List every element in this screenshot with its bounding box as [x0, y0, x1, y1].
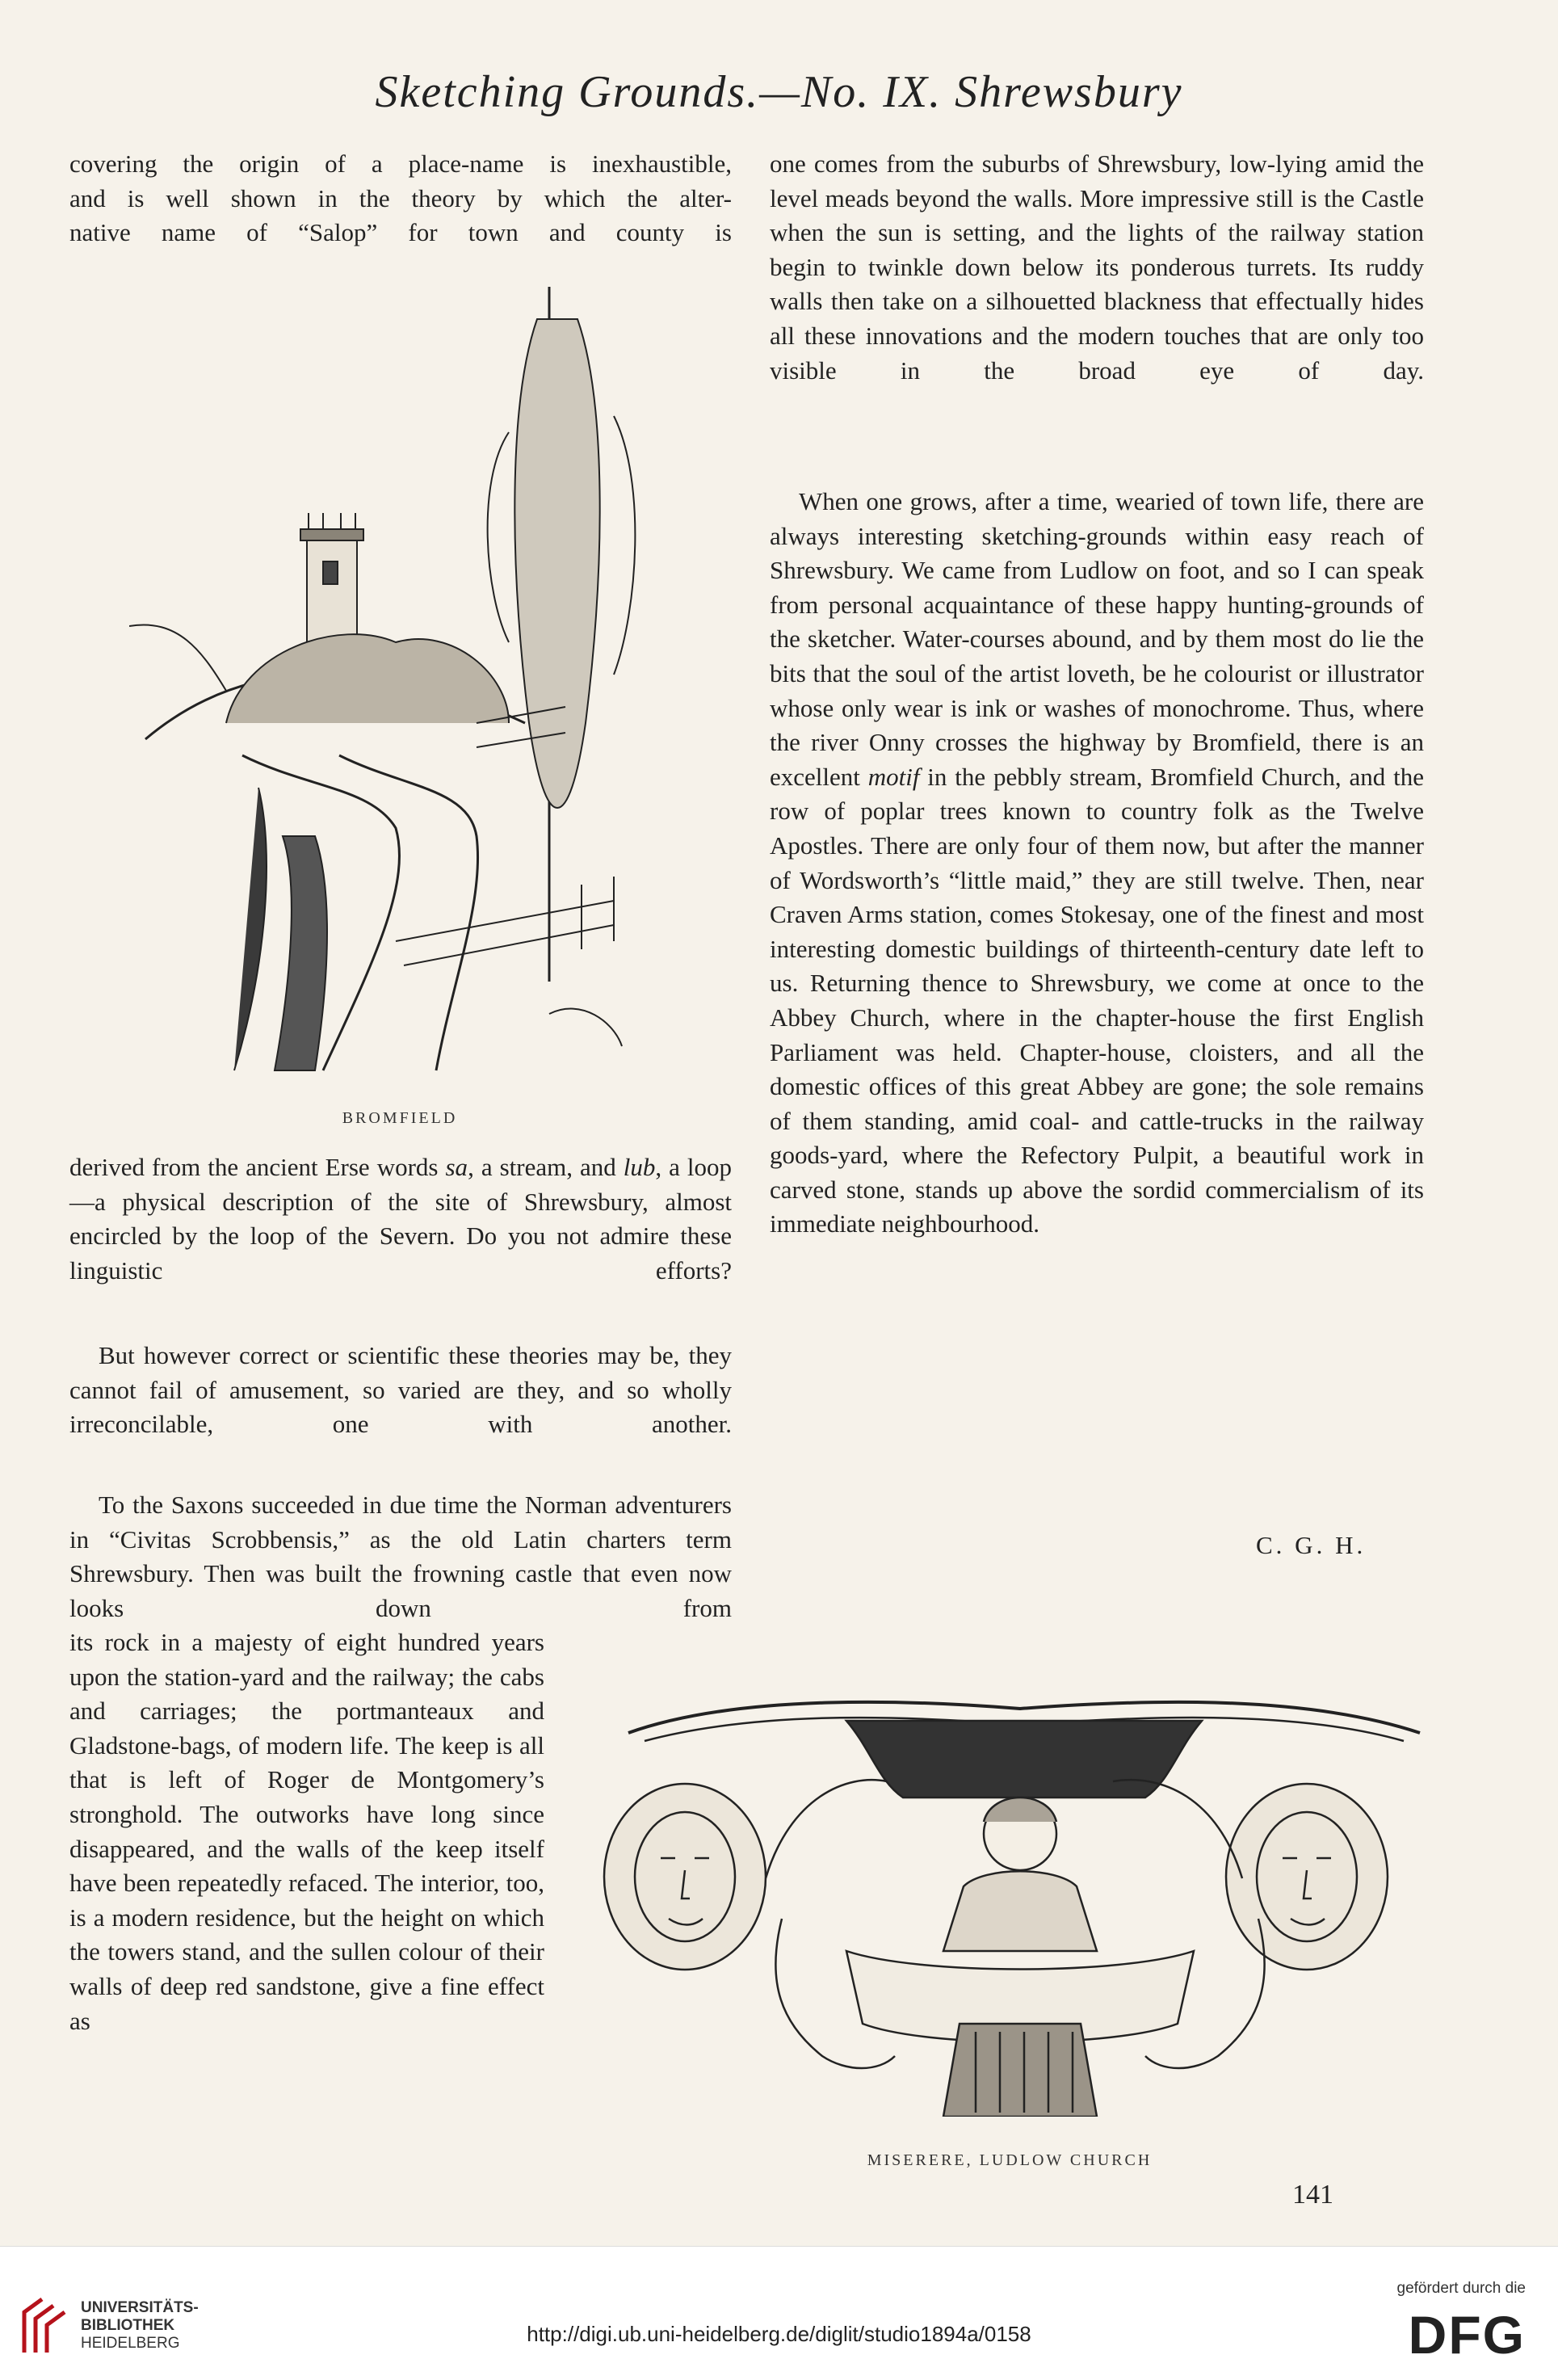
running-title: Sketching Grounds.—No. IX. Shrewsbury	[375, 67, 1183, 117]
left-paragraph-1: derived from the ancient Erse words sa, a stream, and lub, a loop—a physical description of the site of Shrewsbury, almost encircled by the loop of the Severn. Do you not admire these linguistic efforts?	[69, 1153, 732, 1285]
viewer-footer	[0, 2246, 1558, 2380]
word-motif: motif	[867, 762, 920, 791]
left-paragraph-3: To the Saxons succeeded in due time the Norman adventurers in “Civitas Scrobbensis,” as the old Latin charters term Shrewsbury. Then was built the frowning castle that even now looks down from	[69, 1491, 732, 1622]
left-paragraph-3-continued: its rock in a majesty of eight hundred years upon the station-yard and the railway; the cabs and carriages; the portmanteaux and Gladstone-bags, of modern life. The keep is all that is left of Roger de Montgomery’s stronghold. The outworks have long since disappeared, and the walls of the keep itself have been repeatedly refaced. The interior, too, is a modern residence, but the height on which the towers stand, and the sullen colour of their walls of deep red sandstone, give a fine effect as	[69, 1628, 544, 2035]
opening-line-2: and is well shown in the theory by which the alter-	[69, 183, 732, 212]
word-lub: lub	[623, 1153, 656, 1181]
opening-line-1: covering the origin of a place-name is inexhaustible,	[69, 149, 732, 178]
misere-caption: MISERERE, LUDLOW CHURCH	[867, 2151, 1153, 2169]
opening-line-3: native name of “Salop” for town and county is	[69, 218, 732, 247]
right-paragraph-1: one comes from the suburbs of Shrewsbury, low-lying amid the level meads beyond the walls. More impressive still is the Castle when the sun is setting, and the lights of the railway station begin to twinkle down below its ponderous turrets. Its ruddy walls then take on a silhouetted blackness that effectually hides all these innovations and the modern touches that are only too visible in the broad eye of day.	[770, 149, 1424, 385]
right-paragraph-2: When one grows, after a time, wearied of town life, there are always interesting sketching-grounds within easy reach of Shrewsbury. We came from Ludlow on foot, and so I can speak from personal acquaintance of these happy hunting-grounds of the sketcher. Water-courses abound, and by them most do lie the bits that the soul of the artist loveth, be he colourist or illustrator whose only wear is ink or washes of monochrome. Thus, where the river Onny crosses the highway by Bromfield, there is an excellent motif in the pebbly stream, Bromfield Church, and the row of poplar trees known to country folk as the Twelve Apostles. There are only four of them now, but after the manner of Wordsworth’s “little maid,” they are still twelve. Then, near Craven Arms station, comes Stokesay, one of the finest and most interesting domestic buildings of thirteenth-century date left to us. Returning thence to Shrewsbury, we come at once to the Abbey Church, where in the chapter-house the first English Parliament was held. Chapter-house, cloisters, and all the domestic offices of this great Abbey are gone; the sole remains of them standing, amid coal- and cattle-trucks in the railway goods-yard, where the Refectory Pulpit, a beautiful work in carved stone, stands up above the sordid commercialism of its immediate neighbourhood.	[770, 487, 1424, 1238]
dfg-logo: DFG	[1408, 2305, 1526, 2365]
author-signature: C. G. H.	[1256, 1531, 1367, 1559]
bromfield-caption: BROMFIELD	[342, 1109, 458, 1127]
misere-carving-illustration	[580, 1676, 1460, 2117]
bromfield-illustration	[129, 271, 678, 1074]
left-opening-text	[69, 147, 732, 250]
left-paragraph-2: But however correct or scientific these theories may be, they cannot fail of amusement, so varied are they, and so wholly irreconcilable, one with another.	[69, 1341, 732, 1439]
permalink-url[interactable]: http://digi.ub.uni-heidelberg.de/diglit/studio1894a/0158	[527, 2322, 1031, 2346]
library-name: UNIVERSITÄTS- BIBLIOTHEK HEIDELBERG	[81, 2299, 199, 2352]
word-sa: sa	[445, 1153, 468, 1181]
page-number: 141	[1292, 2180, 1333, 2210]
funding-note: gefördert durch die	[1396, 2280, 1526, 2297]
